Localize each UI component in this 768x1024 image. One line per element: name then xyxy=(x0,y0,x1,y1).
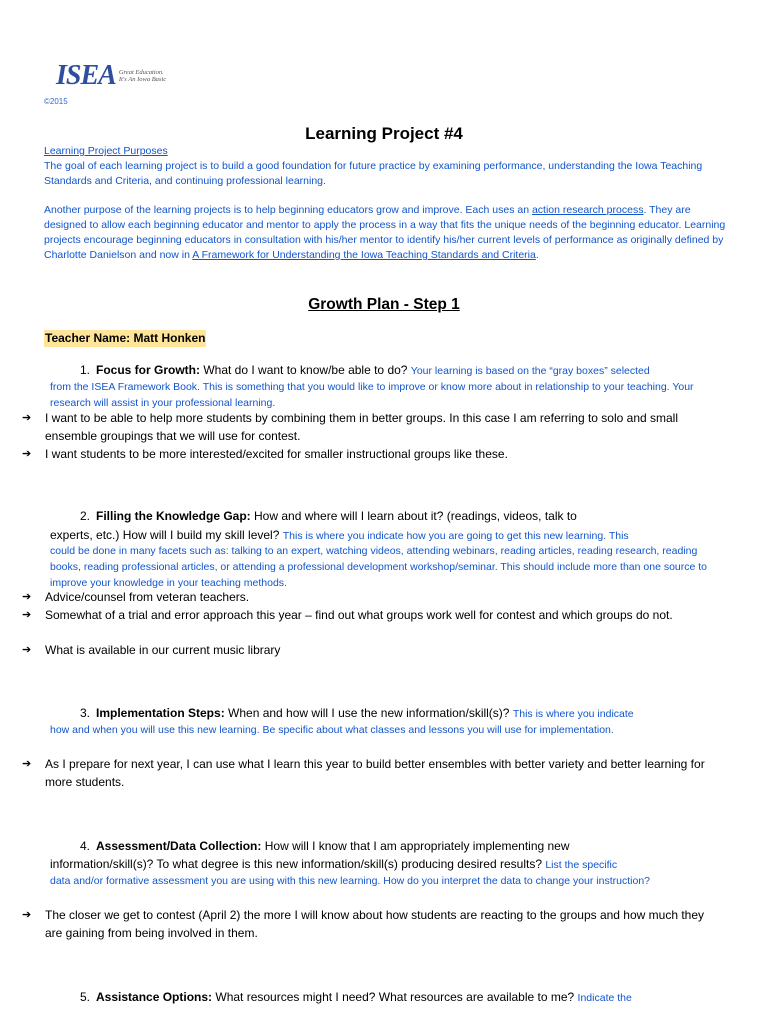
framework-link[interactable]: A Framework for Understanding the Iowa Teaching Standards and Criteria xyxy=(192,249,536,261)
section-1-hint: from the ISEA Framework Book. This is something that you would like to improve or know more about in relationship to your teaching. Your research will assist in your professional learning. xyxy=(50,381,694,409)
copyright: ©2015 xyxy=(44,97,68,106)
section-4-hint: data and/or formative assessment you are using with this new learning. How do you interpret the data to change your instruction? xyxy=(50,875,651,887)
purpose-paragraph-1: The goal of each learning project is to build a good foundation for future practice by examining performance, understanding the Iowa Teaching Standards and Criteria, and continuing professional learning. xyxy=(44,160,703,187)
section-2-answer-3: ➔ What is available in our current music library xyxy=(22,643,281,657)
section-5-question: 5. Assistance Options: What resources might I need? What resources are available to me? Indicate the xyxy=(79,990,632,1004)
section-2-answer-1: ➔ Advice/counsel from veteran teachers. xyxy=(22,590,250,604)
growth-plan-heading: Growth Plan - Step 1 xyxy=(308,296,460,313)
section-4-question: 4. Assessment/Data Collection: How will I know that I am appropriately implementing new xyxy=(79,839,570,853)
section-2-question: 2. Filling the Knowledge Gap: How and where will I learn about it? (readings, videos, talk to xyxy=(79,509,577,523)
purpose-block xyxy=(44,144,730,189)
arrow-bullet-icon: ➔ xyxy=(22,758,32,770)
section-3-question: 3. Implementation Steps: When and how will I use the new information/skill(s)? This is where you indicate xyxy=(79,706,634,720)
section-2-answer-2: ➔ Somewhat of a trial and error approach this year – find out what groups work well for contest and which groups do not. xyxy=(22,608,673,622)
arrow-bullet-icon: ➔ xyxy=(22,591,32,603)
section-4-answer-1: ➔ The closer we get to contest (April 2) the more I will know about how students are reacting to the groups and how much they are gaining from being involved in them. xyxy=(22,908,705,940)
logo-mark: ISEA xyxy=(56,60,116,91)
arrow-bullet-icon: ➔ xyxy=(22,909,32,921)
section-3-hint: how and when you will use this new learning. Be specific about what classes and lessons you will use for implementation. xyxy=(50,724,614,736)
page-title: Learning Project #4 xyxy=(305,124,463,143)
purposes-link[interactable]: Learning Project Purposes xyxy=(44,145,168,157)
arrow-bullet-icon: ➔ xyxy=(22,644,32,656)
section-1-question: 1. Focus for Growth: What do I want to know/be able to do? Your learning is based on the “gray boxes” selected xyxy=(79,363,650,377)
section-2-question-cont: experts, etc.) How will I build my skill level? This is where you indicate how you are going to get this new learning. This xyxy=(50,528,629,542)
isea-logo xyxy=(56,60,167,92)
arrow-bullet-icon: ➔ xyxy=(22,609,32,621)
section-1-answer-1: ➔ I want to be able to help more students by combining them in better groups. In this case I am referring to solo and small ensemble groupings that we will use for contest. xyxy=(22,411,678,443)
section-2-hint: could be done in many facets such as: talking to an expert, watching videos, attending webinars, reading articles, reading research, reading books, reading professional articles, or attending a professional development workshop/seminar. This should include more than one source to improve your knowledge in your teaching methods. xyxy=(50,545,708,589)
section-1-answer-2: ➔ I want students to be more interested/excited for smaller instructional groups like these. xyxy=(22,447,508,461)
logo-tagline: Great Education. It's An Iowa Basic xyxy=(118,68,167,83)
arrow-bullet-icon: ➔ xyxy=(22,448,32,460)
arrow-bullet-icon: ➔ xyxy=(22,412,32,424)
section-3-answer-1: ➔ As I prepare for next year, I can use what I learn this year to build better ensembles with better variety and better learning for more students. xyxy=(22,757,705,789)
section-4-question-cont: information/skill(s)? To what degree is this new information/skill(s) producing desired results? List the specific xyxy=(50,857,618,871)
teacher-name: Teacher Name: Matt Honken xyxy=(45,331,206,345)
action-research-link[interactable]: action research process xyxy=(531,204,644,216)
purpose-paragraph-2: Another purpose of the learning projects is to help beginning educators grow and improve. Each uses an action research process. They are designed to allow each beginning educator and mentor to apply the process in a way that fits the unique needs of the beginning educator. Learning projects encourage beginning educators in consultation with his/her mentor to identify his/her current levels of performance as originally defined by Charlotte Danielson and now in A Framework for Understanding the Iowa Teaching Standards and Criteria. xyxy=(44,204,726,261)
